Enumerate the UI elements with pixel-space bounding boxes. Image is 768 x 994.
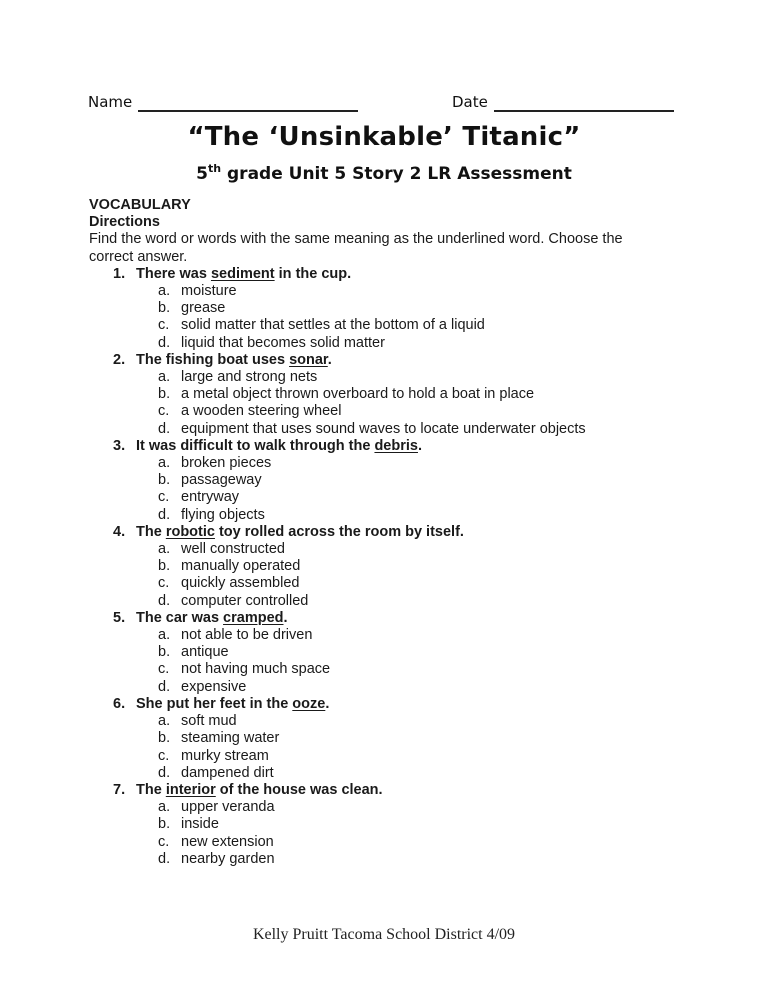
option-text: liquid that becomes solid matter — [181, 334, 385, 351]
question-3 — [113, 438, 689, 455]
option-letter: c. — [158, 833, 170, 850]
option-letter: a. — [158, 283, 171, 300]
answer-option-5-c[interactable] — [158, 661, 689, 678]
answer-option-1-c[interactable] — [158, 317, 689, 334]
answer-option-7-c[interactable] — [158, 834, 689, 851]
option-text: grease — [181, 300, 226, 317]
footer-credit: Kelly Pruitt Tacoma School District 4/09 — [252, 926, 516, 943]
answer-option-3-b[interactable] — [158, 472, 689, 489]
answer-option-6-d[interactable] — [158, 765, 689, 782]
answer-option-1-b[interactable] — [158, 300, 689, 317]
question-text — [136, 524, 464, 541]
question-text — [136, 696, 329, 713]
option-letter: b. — [158, 558, 171, 575]
option-letter: a. — [158, 369, 171, 386]
page-subtitle — [0, 162, 768, 184]
option-letter: c. — [158, 575, 170, 592]
answer-option-2-b[interactable] — [158, 386, 689, 403]
question-text-before: There was — [136, 265, 211, 282]
option-letter: d. — [158, 678, 171, 695]
answer-option-4-c[interactable] — [158, 575, 689, 592]
option-letter: b. — [158, 644, 171, 661]
option-text: quickly assembled — [181, 575, 300, 592]
option-letter: d. — [158, 764, 171, 781]
date-label: Date — [452, 93, 488, 111]
question-text — [136, 352, 332, 369]
option-letter: b. — [158, 816, 171, 833]
question-4 — [113, 524, 689, 541]
question-text-after: . — [417, 437, 422, 454]
answer-option-5-a[interactable] — [158, 627, 689, 644]
option-text: murky stream — [181, 747, 269, 764]
answer-option-1-d[interactable] — [158, 335, 689, 352]
grade-suffix: th — [208, 162, 222, 175]
option-letter: c. — [158, 317, 170, 334]
question-text-after: toy rolled across the room by itself. — [214, 523, 464, 540]
question-2 — [113, 352, 689, 369]
question-number: 2. — [113, 351, 126, 368]
question-text — [136, 438, 422, 455]
option-text: computer controlled — [181, 592, 309, 609]
question-6 — [113, 696, 689, 713]
option-letter: c. — [158, 747, 170, 764]
date-blank-line[interactable] — [494, 92, 674, 112]
directions-text-line-1: Find the word or words with the same meaning as the underlined word. Choose the — [89, 231, 623, 248]
answer-option-2-c[interactable] — [158, 403, 689, 420]
name-label: Name — [88, 93, 133, 111]
option-letter: d. — [158, 506, 171, 523]
underlined-vocab-word: interior — [165, 781, 216, 798]
option-text: large and strong nets — [181, 369, 318, 386]
question-number: 6. — [113, 695, 126, 712]
underlined-vocab-word: sonar — [289, 351, 328, 368]
question-text-after: . — [327, 351, 332, 368]
answer-option-4-d[interactable] — [158, 593, 689, 610]
option-letter: a. — [158, 799, 171, 816]
option-letter: a. — [158, 713, 171, 730]
option-text: not having much space — [181, 661, 331, 678]
answer-option-5-d[interactable] — [158, 679, 689, 696]
option-text: manually operated — [181, 558, 301, 575]
option-text: soft mud — [181, 713, 237, 730]
question-text-after: . — [325, 695, 330, 712]
option-text: equipment that uses sound waves to locate underwater objects — [181, 420, 586, 437]
question-text-before: The car was — [136, 609, 224, 626]
vocabulary-section — [89, 197, 689, 868]
question-text-after: of the house was clean. — [215, 781, 383, 798]
answer-option-7-b[interactable] — [158, 816, 689, 833]
underlined-vocab-word: ooze — [292, 695, 326, 712]
option-text: upper veranda — [181, 799, 275, 816]
option-text: steaming water — [181, 730, 280, 747]
subtitle-text: grade Unit 5 Story 2 LR Assessment — [221, 164, 572, 184]
option-letter: c. — [158, 489, 170, 506]
option-letter: b. — [158, 300, 171, 317]
option-letter: d. — [158, 420, 171, 437]
question-text-before: It was difficult to walk through the — [136, 437, 375, 454]
underlined-vocab-word: sediment — [210, 265, 275, 282]
name-field — [88, 92, 358, 112]
question-list — [89, 266, 689, 868]
question-text — [136, 782, 383, 799]
option-text: flying objects — [181, 506, 265, 523]
option-text: moisture — [181, 283, 237, 300]
answer-option-6-c[interactable] — [158, 748, 689, 765]
name-blank-line[interactable] — [138, 92, 358, 112]
answer-option-3-d[interactable] — [158, 507, 689, 524]
question-text-after: . — [283, 609, 288, 626]
option-text: dampened dirt — [181, 764, 274, 781]
option-text: antique — [181, 644, 229, 661]
question-7 — [113, 782, 689, 799]
option-letter: c. — [158, 661, 170, 678]
page-title: “The ‘Unsinkable’ Titanic” — [187, 122, 581, 152]
question-text-before: The — [136, 523, 166, 540]
question-number: 1. — [113, 265, 126, 282]
grade-number: 5 — [196, 164, 208, 184]
option-letter: b. — [158, 472, 171, 489]
option-letter: d. — [158, 592, 171, 609]
directions-heading: Directions — [89, 214, 160, 231]
option-text: new extension — [181, 833, 274, 850]
answer-option-3-c[interactable] — [158, 489, 689, 506]
date-field — [452, 92, 674, 112]
option-letter: d. — [158, 850, 171, 867]
answer-option-5-b[interactable] — [158, 644, 689, 661]
answer-option-2-a[interactable] — [158, 369, 689, 386]
underlined-vocab-word: debris — [374, 437, 418, 454]
answer-option-7-d[interactable] — [158, 851, 689, 868]
option-text: passageway — [181, 472, 262, 489]
option-letter: c. — [158, 403, 170, 420]
answer-option-7-a[interactable] — [158, 799, 689, 816]
question-text — [136, 266, 351, 283]
option-text: well constructed — [181, 541, 285, 558]
underlined-vocab-word: robotic — [165, 523, 215, 540]
answer-option-2-d[interactable] — [158, 421, 689, 438]
option-text: inside — [181, 816, 219, 833]
answer-option-6-b[interactable] — [158, 730, 689, 747]
question-text — [136, 610, 288, 627]
option-text: nearby garden — [181, 850, 275, 867]
question-text-before: She put her feet in the — [136, 695, 293, 712]
question-text-before: The fishing boat uses — [136, 351, 290, 368]
option-letter: d. — [158, 334, 171, 351]
question-5 — [113, 610, 689, 627]
option-text: entryway — [181, 489, 240, 506]
option-letter: a. — [158, 455, 171, 472]
option-text: not able to be driven — [181, 627, 313, 644]
option-text: expensive — [181, 678, 247, 695]
option-text: broken pieces — [181, 455, 272, 472]
directions-text-line-2: correct answer. — [89, 248, 188, 265]
answer-option-4-b[interactable] — [158, 558, 689, 575]
question-text-before: The — [136, 781, 166, 798]
question-1 — [113, 266, 689, 283]
question-number: 7. — [113, 781, 126, 798]
option-letter: b. — [158, 730, 171, 747]
option-text: a wooden steering wheel — [181, 403, 342, 420]
question-text-after: in the cup. — [274, 265, 352, 282]
option-letter: a. — [158, 541, 171, 558]
answer-option-6-a[interactable] — [158, 713, 689, 730]
section-heading: VOCABULARY — [89, 197, 191, 213]
answer-option-1-a[interactable] — [158, 283, 689, 300]
option-text: a metal object thrown overboard to hold a boat in place — [181, 386, 535, 403]
question-number: 5. — [113, 609, 126, 626]
option-text: solid matter that settles at the bottom of a liquid — [181, 317, 485, 334]
answer-option-3-a[interactable] — [158, 455, 689, 472]
option-letter: a. — [158, 627, 171, 644]
answer-option-4-a[interactable] — [158, 541, 689, 558]
name-date-row — [88, 92, 680, 116]
underlined-vocab-word: cramped — [223, 609, 284, 626]
option-letter: b. — [158, 386, 171, 403]
question-number: 3. — [113, 437, 126, 454]
question-number: 4. — [113, 523, 126, 540]
